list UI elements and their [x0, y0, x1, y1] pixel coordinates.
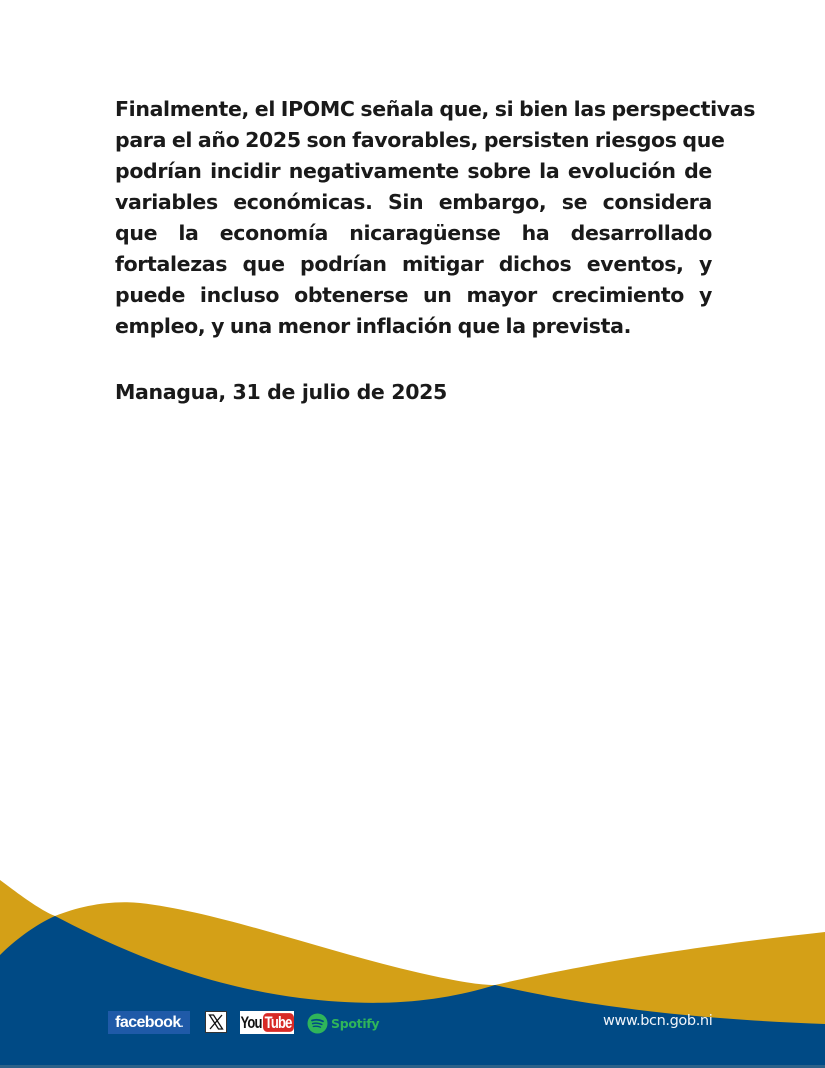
- footer-wave-decoration: [0, 870, 825, 1068]
- paragraph-line: puede incluso obtenerse un mayor crecimiento y: [115, 283, 712, 307]
- paragraph-line: variables económicas. Sin embargo, se considera: [115, 190, 712, 214]
- x-twitter-link[interactable]: [205, 1011, 227, 1033]
- spotify-icon: [307, 1013, 328, 1034]
- spotify-link[interactable]: [307, 1011, 379, 1035]
- facebook-logo-text: facebook: [115, 1013, 181, 1031]
- paragraph-line: fortalezas que podrían mitigar dichos eventos, y: [115, 252, 712, 276]
- facebook-logo-dot: .: [180, 1019, 183, 1030]
- paragraph-line: podrían incidir negativamente sobre la evolución de: [115, 159, 712, 183]
- x-icon: [208, 1014, 224, 1030]
- facebook-link[interactable]: [108, 1011, 190, 1034]
- paragraph-line: empleo, y una menor inflación que la prevista.: [115, 314, 632, 338]
- footer-banner: [0, 870, 825, 1068]
- date-line: Managua, 31 de julio de 2025: [115, 380, 447, 404]
- paragraph-line: que la economía nicaragüense ha desarrollado: [115, 221, 712, 245]
- paragraph-line: Finalmente, el IPOMC señala que, si bien las perspectivas: [115, 97, 756, 121]
- paragraph-line: para el año 2025 son favorables, persisten riesgos que: [115, 128, 725, 152]
- website-url-link[interactable]: www.bcn.gob.ni: [603, 1013, 713, 1029]
- closing-paragraph: [115, 94, 756, 342]
- youtube-logo-you: You: [240, 1013, 262, 1032]
- youtube-link[interactable]: [240, 1011, 294, 1034]
- youtube-logo-tube: Tube: [264, 1013, 292, 1032]
- spotify-label: Spotify: [331, 1015, 380, 1031]
